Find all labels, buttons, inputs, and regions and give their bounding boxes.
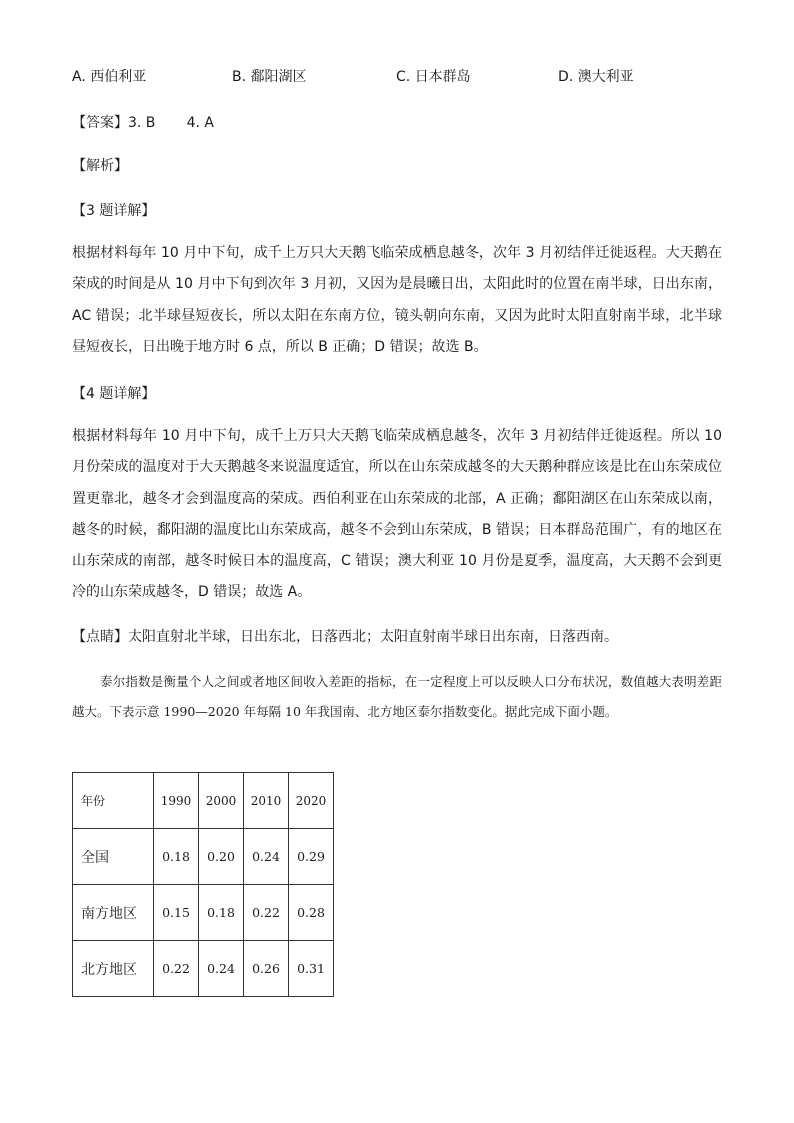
option-b: B. 鄱阳湖区 — [232, 69, 307, 85]
header-year: 年份 — [73, 773, 154, 829]
option-a: A. 西伯利亚 — [72, 69, 147, 85]
tip-text: 太阳直射北半球，日出东北，日落西北；太阳直射南半球日出东南，日落西南。 — [128, 629, 618, 645]
table-row — [73, 829, 334, 885]
table-row — [73, 941, 334, 997]
theil-index-table — [72, 772, 334, 997]
table-cell: 0.18 — [199, 885, 244, 941]
row-label: 南方地区 — [73, 885, 154, 941]
table-cell: 0.29 — [289, 829, 334, 885]
table-cell: 0.28 — [289, 885, 334, 941]
header-1990: 1990 — [154, 773, 199, 829]
table-cell: 0.15 — [154, 885, 199, 941]
option-d: D. 澳大利亚 — [558, 69, 634, 85]
option-c: C. 日本群岛 — [396, 69, 471, 85]
tip-label: 【点睛】 — [72, 629, 128, 645]
header-2020: 2020 — [289, 773, 334, 829]
table-cell: 0.24 — [199, 941, 244, 997]
table-cell: 0.20 — [199, 829, 244, 885]
table-cell: 0.22 — [244, 885, 289, 941]
q4-explanation: 根据材料每年 10 月中下旬，成千上万只大天鹅飞临荣成栖息越冬，次年 3 月初结伴迁徙返程。所以 10 月份荣成的温度对于大天鹅越冬来说温度适宜，所以在山东荣成越冬的大天鹅种群应该是比在山东荣成位置更靠北，越冬才会到温度高的荣成。西伯利亚在山东荣成的北部，A 正确；鄱阳湖区在山东荣成以南，越冬的时候，鄱阳湖的温度比山东荣成高，越冬不会到山东荣成，B 错误；日本群岛范围广，有的地区在山东荣成的南部，越冬时候日本的温度高，C 错误；澳大利亚 10 月份是夏季，温度高，大天鹅不会到更冷的山东荣成越冬，D 错误；故选 A。 — [72, 428, 722, 601]
q3-explanation: 根据材料每年 10 月中下旬，成千上万只大天鹅飞临荣成栖息越冬，次年 3 月初结伴迁徙返程。大天鹅在荣成的时间是从 10 月中下旬到次年 3 月初，又因为是晨曦日出，太阳此时的位置在南半球，日出东南，AC 错误；北半球昼短夜长，所以太阳在东南方位，镜头朝向东南，又因为此时太阳直射南半球，北半球昼短夜长，日出晚于地方时 6 点，所以 B 正确；D 错误；故选 B。 — [72, 245, 722, 355]
table-header-row — [73, 773, 334, 829]
header-2000: 2000 — [199, 773, 244, 829]
table-cell: 0.24 — [244, 829, 289, 885]
table-cell: 0.22 — [154, 941, 199, 997]
answer-text: 3. B 4. A — [128, 115, 214, 131]
question-intro: 泰尔指数是衡量个人之间或者地区间收入差距的指标，在一定程度上可以反映人口分布状况，数值越大表明差距越大。下表示意 1990—2020 年每隔 10 年我国南、北方地区泰尔指数变化。据此完成下面小题。 — [72, 674, 722, 719]
answer-options — [72, 66, 732, 86]
table-cell: 0.26 — [244, 941, 289, 997]
tip-line — [72, 626, 618, 646]
q3-label: 【3 题详解】 — [72, 203, 156, 219]
answer-line — [72, 112, 214, 132]
row-label: 全国 — [73, 829, 154, 885]
answer-label: 【答案】 — [72, 115, 128, 131]
table-row — [73, 885, 334, 941]
table-cell: 0.18 — [154, 829, 199, 885]
header-2010: 2010 — [244, 773, 289, 829]
table-cell: 0.31 — [289, 941, 334, 997]
analysis-label: 【解析】 — [72, 158, 128, 174]
row-label: 北方地区 — [73, 941, 154, 997]
q4-label: 【4 题详解】 — [72, 386, 156, 402]
